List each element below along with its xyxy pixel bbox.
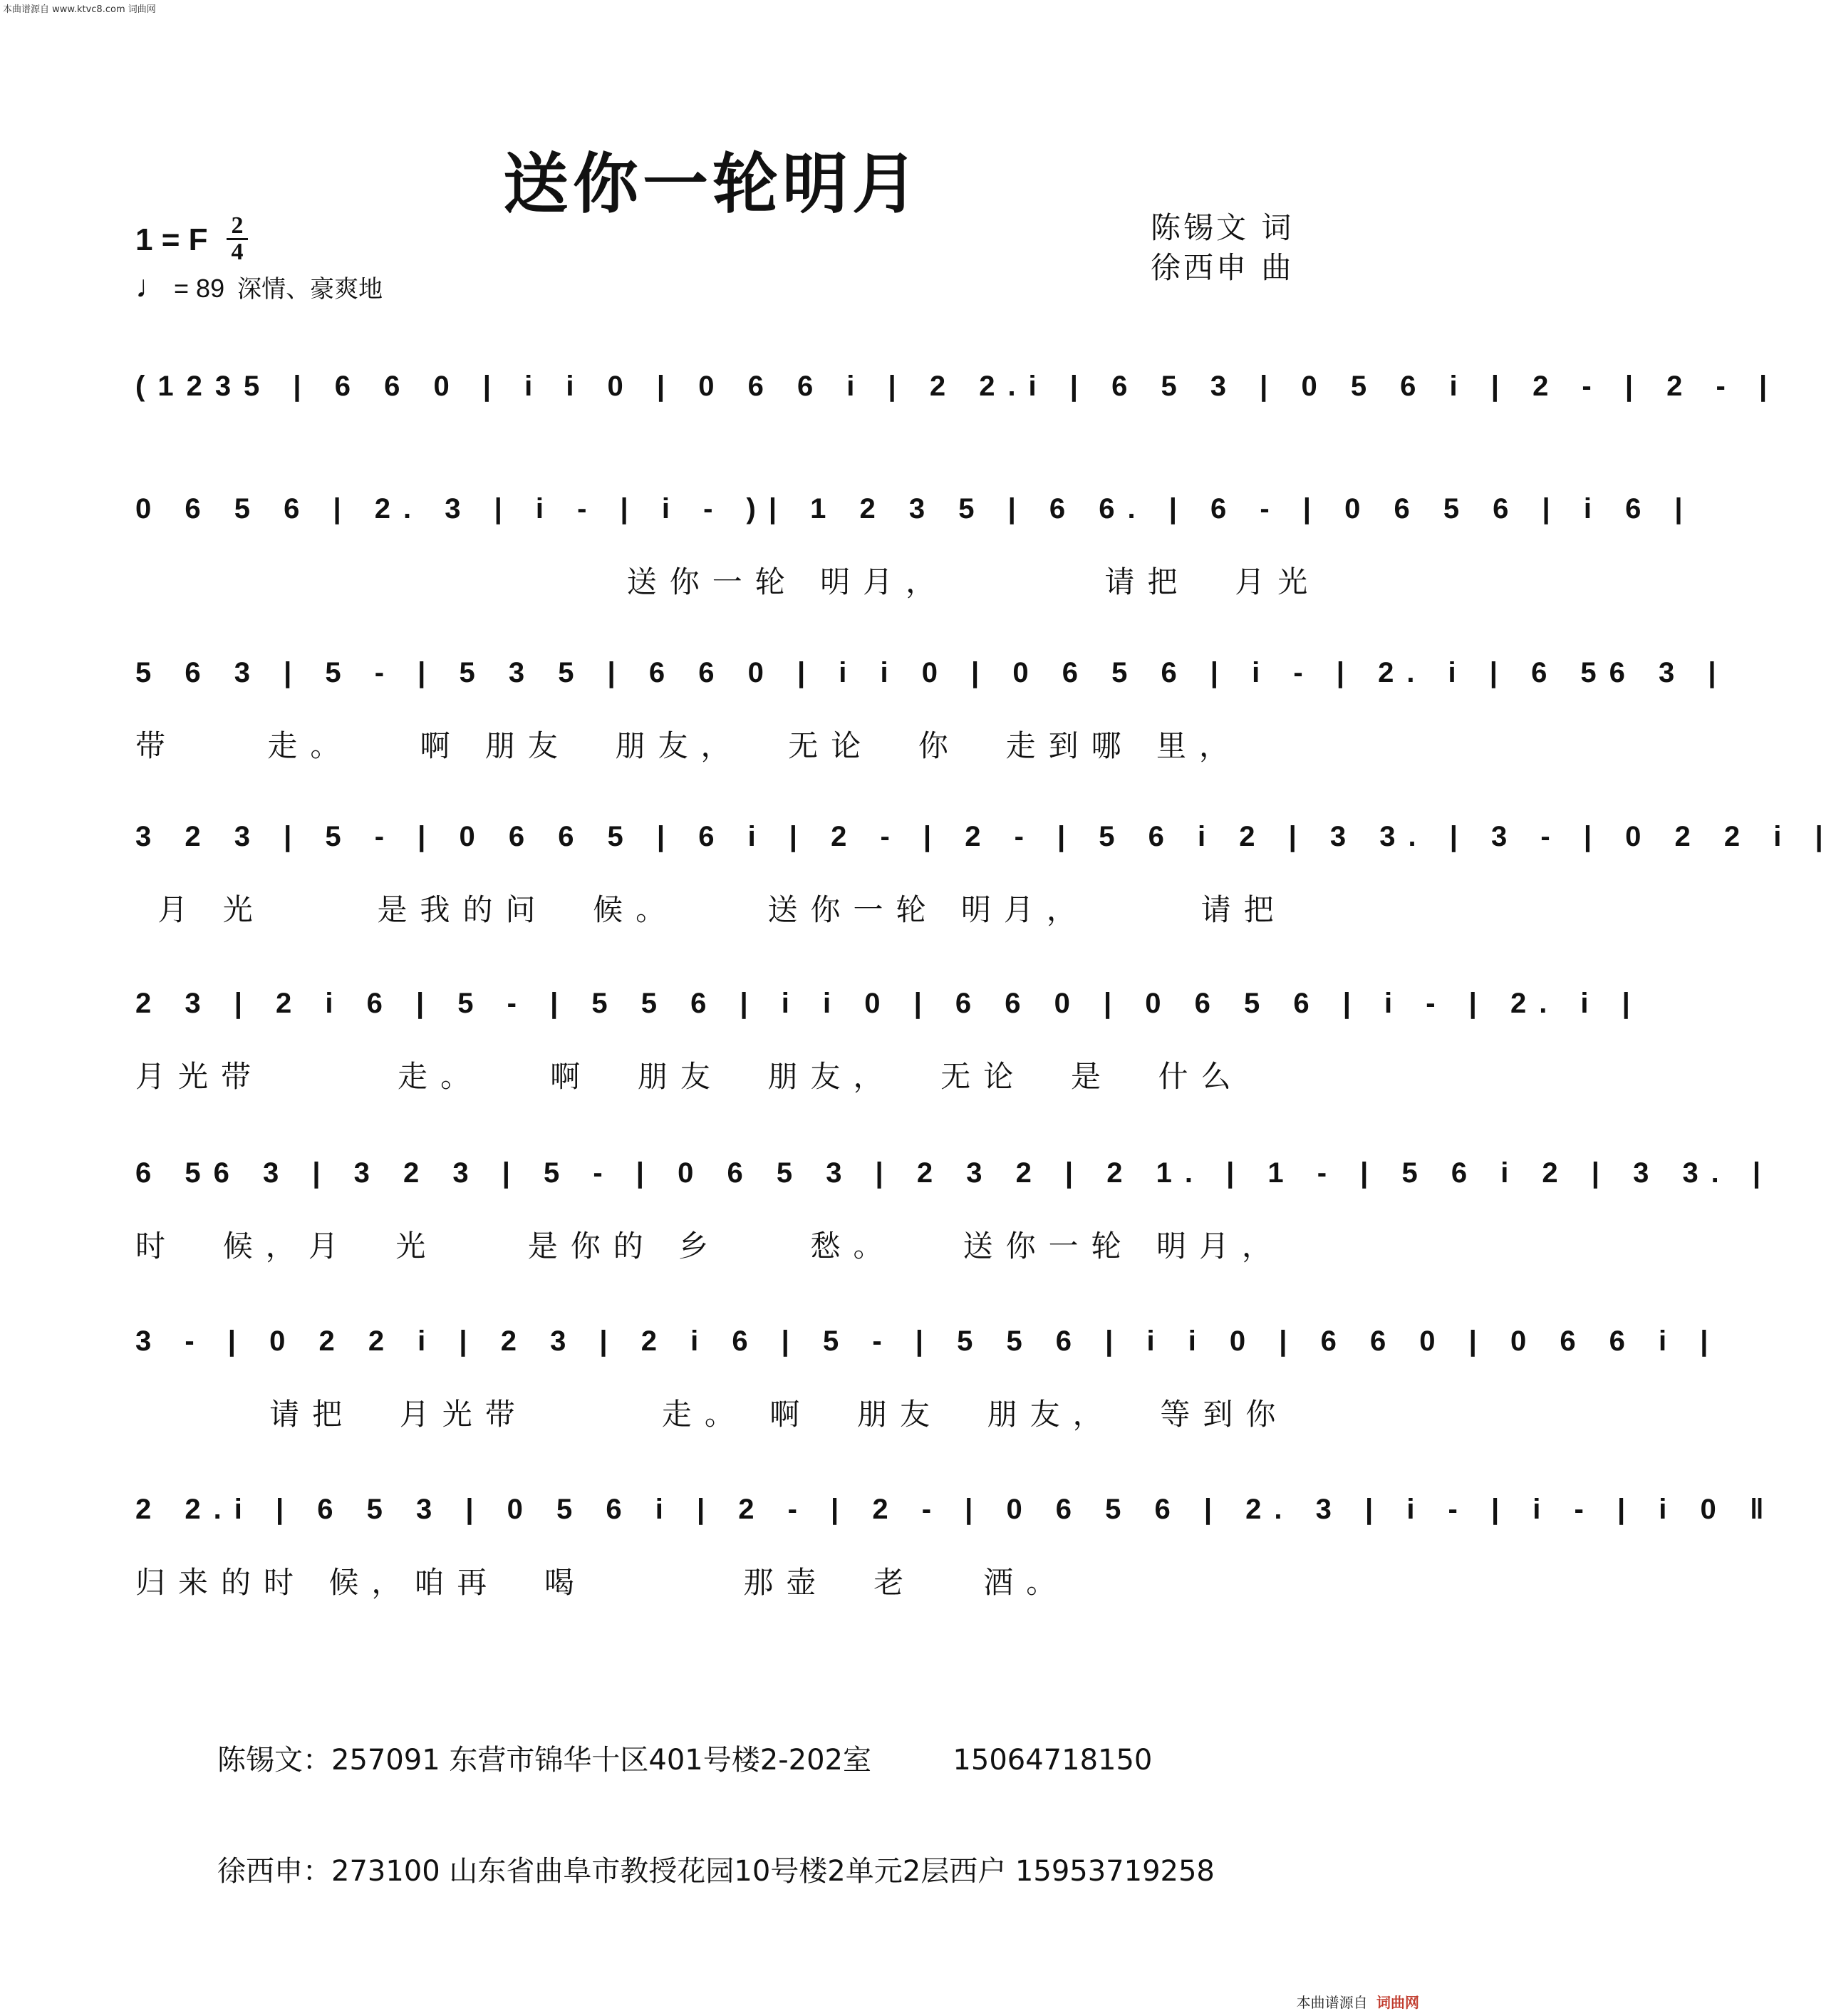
- notation-line: 6 56 3 | 3 2 3 | 5 - | 0 6 5 3 | 2 3 2 | 2 1. | 1 - | 5 6 i 2 | 3 3. |: [135, 1157, 1774, 1189]
- credits: [1151, 208, 1294, 288]
- key-signature: 1 = F: [135, 222, 208, 257]
- time-signature-bottom: 4: [231, 239, 244, 265]
- watermark-text: 本曲谱源自: [1296, 1994, 1368, 2011]
- time-signature-top: 2: [231, 212, 244, 239]
- tempo-value: = 89: [174, 274, 225, 303]
- score-system: [135, 1494, 1777, 1636]
- composer-contact: 徐西申：273100 山东省曲阜市教授花园10号楼2单元2层西户 15953719258: [217, 1855, 1215, 1888]
- contact-info: [217, 1668, 1215, 1927]
- lyricist-contact: 陈锡文：257091 东营市锦华十区401号楼2-202室 15064718150: [217, 1744, 1153, 1777]
- notation-line: 2 3 | 2 i 6 | 5 - | 5 5 6 | i i 0 | 6 6 0 | 0 6 5 6 | i - | 2. i |: [135, 988, 1643, 1019]
- bottom-watermark: [1297, 1991, 1419, 2012]
- score-system: [135, 988, 1643, 1130]
- notation-line: 2 2.i | 6 5 3 | 0 5 6 i | 2 - | 2 - | 0 6 5 6 | 2. 3 | i - | i - | i 0 ‖: [135, 1494, 1777, 1525]
- score-system: [135, 1325, 1721, 1468]
- lyrics-line: 送你一轮 明月， 请把 月光: [135, 564, 1321, 599]
- notation-line: 3 2 3 | 5 - | 0 6 6 5 | 6 i | 2 - | 2 - | 5 6 i 2 | 3 3. | 3 - | 0 2 2 i |: [135, 821, 1836, 852]
- brand-logo: 词曲网: [1376, 1994, 1419, 2011]
- lyrics-line: [135, 436, 1304, 479]
- score-system: [135, 657, 1729, 800]
- lyrics-line: 带 走。 啊 朋友 朋友， 无论 你 走到哪 里，: [135, 728, 1242, 763]
- quarter-note-icon: ♩: [135, 269, 167, 304]
- lyrics-line: 月 光 是我的问 候。 送你一轮 明月， 请把: [135, 892, 1287, 927]
- notation-line: 3 - | 0 2 2 i | 2 3 | 2 i 6 | 5 - | 5 5 6 | i i 0 | 6 6 0 | 0 6 6 i |: [135, 1325, 1721, 1357]
- notation-line: 0 6 5 6 | 2. 3 | i - | i - )| 1 2 3 5 | 6 6. | 6 - | 0 6 5 6 | i 6 |: [135, 493, 1696, 524]
- lyrics-line: 请把 月光带 走。 啊 朋友 朋友， 等到你: [135, 1397, 1289, 1432]
- score-system: [135, 1157, 1774, 1300]
- composer-credit: 徐西申 曲: [1151, 250, 1295, 285]
- notation-line: 5 6 3 | 5 - | 5 3 5 | 6 6 0 | i i 0 | 0 6 5 6 | i - | 2. i | 6 56 3 |: [135, 657, 1729, 688]
- page-title: 送你一轮明月: [502, 145, 922, 222]
- lyrics-line: 归来的时 候，咱再 喝 那壶 老 酒。: [135, 1565, 1069, 1600]
- lyrics-line: 时 候，月 光 是你的 乡 愁。 送你一轮 明月，: [135, 1229, 1285, 1263]
- tempo-mood: 深情、豪爽地: [237, 275, 383, 304]
- score-system: [135, 821, 1836, 963]
- score-system: [135, 493, 1696, 636]
- lyricist-credit: 陈锡文 词: [1151, 210, 1295, 245]
- notation-line: (1235 | 6 6 0 | i i 0 | 0 6 6 i | 2 2.i | 6 5 3 | 0 5 6 i | 2 - | 2 - |: [135, 371, 1780, 402]
- top-watermark: 本曲谱源自 www.ktvc8.com 词曲网: [3, 4, 156, 15]
- time-signature: [227, 212, 248, 265]
- lyrics-line: 月光带 走。 啊 朋友 朋友， 无论 是 什么: [135, 1059, 1244, 1094]
- tempo-marking: [135, 269, 383, 305]
